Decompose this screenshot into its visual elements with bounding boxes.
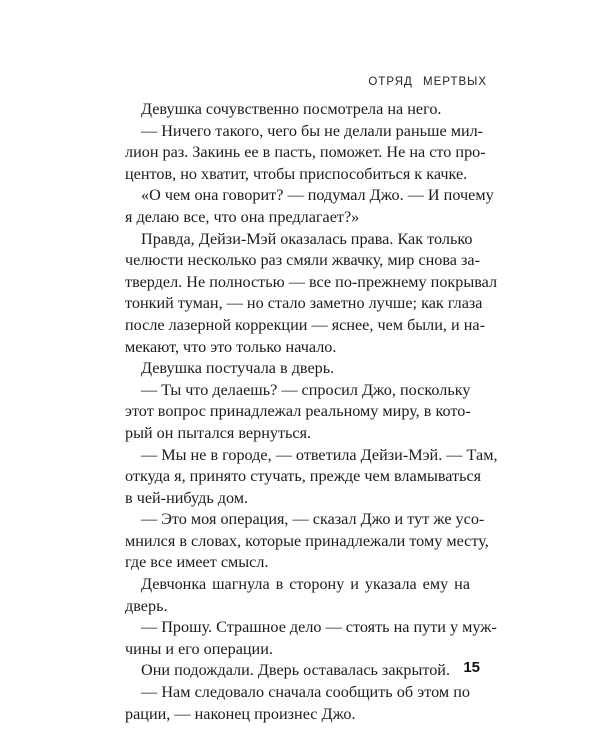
text-line: Девушка сочувственно посмотрела на него.	[141, 100, 442, 118]
text-line: где все имеет смысл.	[125, 553, 269, 572]
text-line: я делаю все, что она предлагает?»	[125, 207, 360, 226]
text-line: в чей-нибудь дом.	[125, 488, 249, 507]
running-header: ОТРЯД МЕРТВЫХ	[368, 76, 487, 88]
text-line: рации, — наконец произнес Джо.	[125, 704, 356, 723]
text-line: лион раз. Закинь ее в пасть, поможет. Не на сто про-	[125, 143, 486, 162]
text-line: этот вопрос принадлежал реальному миру, в кото-	[125, 402, 471, 421]
text-line: — Прошу. Страшное дело — стоять на пути у муж-	[141, 618, 497, 637]
text-line: твердел. Не полностью — все по-прежнему покрывал	[125, 272, 498, 291]
text-line: рый он пытался вернуться.	[125, 423, 312, 442]
text-line: — Ничего такого, чего бы не делали раньше мил-	[141, 121, 484, 140]
text-line: — Нам следовало сначала сообщить об этом по	[141, 683, 470, 702]
text-line: «О чем она говорит? — подумал Джо. — И почему	[141, 186, 494, 205]
text-line: мекают, что это только начало.	[125, 337, 337, 356]
text-line: откуда я, принято стучать, прежде чем вламываться	[125, 467, 482, 486]
page-number: 15	[463, 659, 480, 676]
text-line: Они подождали. Дверь оставалась закрытой.	[141, 661, 451, 680]
text-line: Девчонка шагнула в сторону и указала ему на	[141, 575, 470, 594]
text-line: Правда, Дейзи-Мэй оказалась права. Как только	[141, 229, 473, 248]
text-line: Девушка постучала в дверь.	[141, 359, 335, 378]
text-line: центов, но хватит, чтобы приспособиться к качке.	[125, 164, 468, 183]
text-line: после лазерной коррекции — яснее, чем были, и на-	[125, 315, 485, 334]
text-line: мнился в словах, которые принадлежали тому месту,	[125, 531, 489, 550]
text-line: чины и его операции.	[125, 639, 273, 658]
text-line: тонкий туман, — но стало заметно лучше; как глаза	[125, 294, 483, 313]
text-line: — Мы не в городе, — ответила Дейзи-Мэй. — Там,	[141, 445, 498, 464]
text-line: челюсти несколько раз смяли жвачку, мир снова за-	[125, 251, 480, 270]
text-line: — Ты что делаешь? — спросил Джо, поскольку	[141, 380, 471, 399]
text-line: — Это моя операция, — сказал Джо и тут же усо-	[141, 510, 485, 529]
text-line: дверь.	[125, 596, 168, 615]
